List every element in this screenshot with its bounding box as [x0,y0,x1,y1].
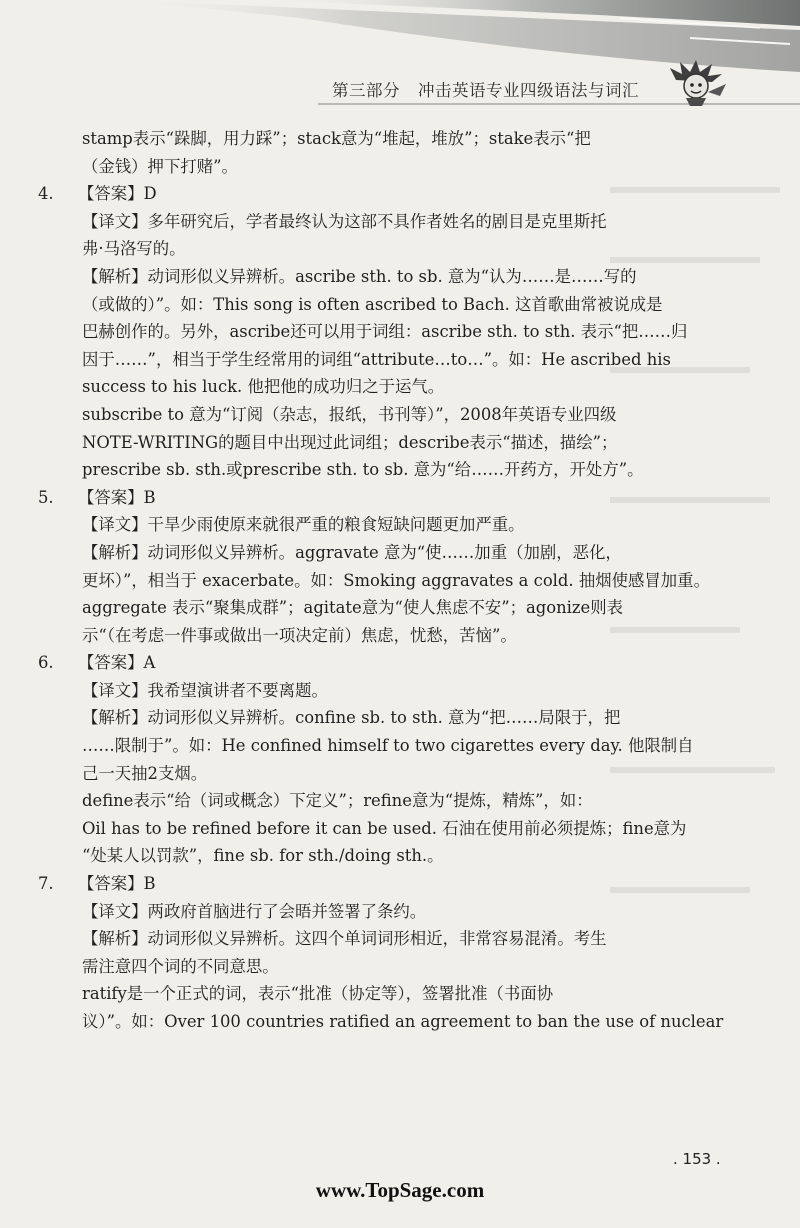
line-text: subscribe to 意为“订阅（杂志，报纸，书刊等）”，2008年英语专业四级 [82,404,617,424]
line-text: stamp表示“跺脚，用力踩”；stack意为“堆起，堆放”；stake表示“把 [82,129,591,148]
line-text: 【译文】干旱少雨使原来就很严重的粮食短缺问题更加严重。 [82,515,525,535]
line-text: 巴赫创作的。另外，ascribe还可以用于词组：ascribe sth. to sth. 表示“把……归 [82,322,688,342]
line-text: “处某人以罚款”，fine sb. for sth./doing sth.。 [82,846,444,866]
line-text: 弗·马洛写的。 [82,239,186,259]
text-line [38,898,730,926]
text-line [38,346,730,374]
text-line [38,291,730,319]
part-label: 第三部分 [332,81,400,100]
line-text: 【答案】A [78,653,156,673]
line-text: 己一天抽2支烟。 [82,763,208,783]
text-line [38,1008,730,1036]
text-line [38,677,730,705]
text-line [38,815,730,843]
line-text: 更坏）”，相当于 exacerbate。如：Smoking aggravates a cold. 抽烟使感冒加重。 [82,570,710,590]
text-line [38,125,730,153]
line-text: ……限制于”。如：He confined himself to two cigarettes every day. 他限制自 [82,736,694,756]
text-line [38,622,730,650]
line-text: Oil has to be refined before it can be used. 石油在使用前必须提炼；fine意为 [82,818,687,838]
line-text: 【解析】动词形似义异辨析。这四个单词词形相近，非常容易混淆。考生 [82,929,607,949]
line-text: 【答案】B [78,487,156,507]
line-text: aggregate 表示“聚集成群”；agitate意为“使人焦虑不安”；agonize则表 [82,598,624,618]
line-text: （或做的）”。如：This song is often ascribed to Bach. 这首歌曲常被说成是 [82,294,663,314]
running-header [332,77,639,101]
question-number: 6. [38,653,54,673]
line-text: 【解析】动词形似义异辨析。aggravate 意为“使……加重（加剧，恶化， [82,542,622,562]
text-line [38,263,730,291]
text-line [38,153,730,181]
question-answer-line [38,870,730,898]
text-line [38,787,730,815]
cartoon-mascot-icon [668,58,730,106]
line-text: 【答案】B [78,874,156,894]
line-text: NOTE-WRITING的题目中出现过此词组；describe表示“描述，描绘”； [82,432,618,452]
text-line [38,704,730,732]
question-answer-line [38,484,730,512]
text-line [38,594,730,622]
text-line [38,953,730,981]
footer-website: www.TopSage.com [315,1178,485,1202]
question-number: 4. [38,184,54,204]
line-text: （金钱）押下打赌”。 [82,156,238,176]
line-text: ratify是一个正式的词，表示“批准（协定等），签署批准（书面协 [82,984,554,1004]
page-number: . 153 . [673,1150,721,1168]
line-text: 【译文】多年研究后，学者最终认为这部不具作者姓名的剧目是克里斯托 [82,211,607,231]
question-number: 5. [38,487,54,507]
line-text: 【译文】我希望演讲者不要离题。 [82,680,328,700]
line-text: define表示“给（词或概念）下定义”；refine意为“提炼，精炼”，如： [82,791,593,811]
line-text: 议）”。如：Over 100 countries ratified an agreement to ban the use of nuclear [82,1012,724,1031]
text-line [38,511,730,539]
line-text: prescribe sb. sth.或prescribe sth. to sb. 意为“给……开药方，开处方”。 [82,460,644,480]
text-line [38,429,730,457]
chapter-title: 冲击英语专业四级语法与词汇 [418,81,639,100]
line-text: 【解析】动词形似义异辨析。confine sb. to sth. 意为“把……局限于，把 [82,708,621,728]
text-line [38,567,730,595]
text-line [38,318,730,346]
line-text: 【答案】D [78,184,157,204]
text-line [38,760,730,788]
line-text: 【译文】两政府首脑进行了会晤并签署了条约。 [82,901,427,921]
line-text: 需注意四个词的不同意思。 [82,956,279,976]
text-line [38,208,730,236]
line-text: 因于……”，相当于学生经常用的词组“attribute…to…”。如：He ascribed his [82,349,671,369]
text-line [38,842,730,870]
text-line [38,401,730,429]
text-line [38,732,730,760]
question-number: 7. [38,874,54,894]
text-line [38,456,730,484]
text-line [38,925,730,953]
text-line [38,235,730,263]
answer-explanations [38,125,730,1036]
line-text: 示“（在考虑一件事或做出一项决定前）焦虑，忧愁，苦恼”。 [82,625,517,645]
text-line [38,373,730,401]
text-line [38,980,730,1008]
line-text: 【解析】动词形似义异辨析。ascribe sth. to sb. 意为“认为……是……写的 [82,266,637,286]
question-answer-line [38,180,730,208]
line-text: success to his luck. 他把他的成功归之于运气。 [82,377,445,397]
question-answer-line [38,649,730,677]
text-line [38,539,730,567]
